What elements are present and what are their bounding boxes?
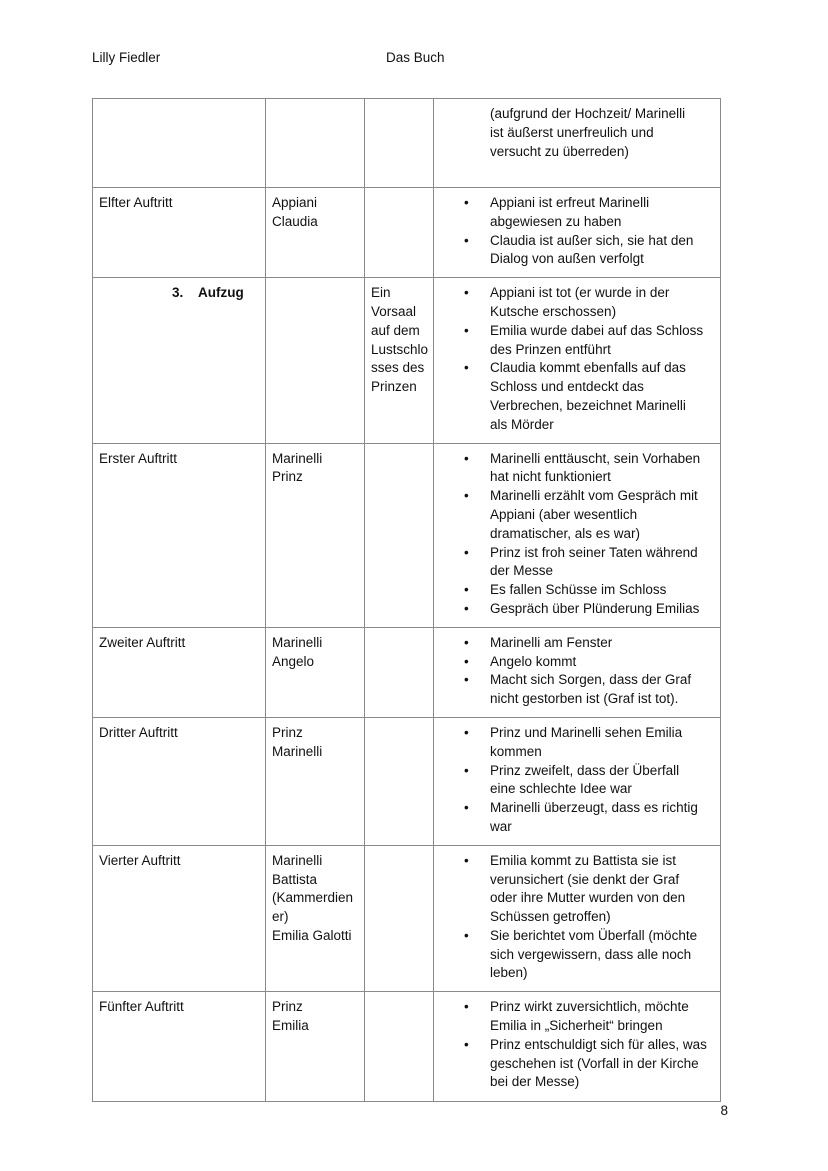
persons-cell [266, 992, 365, 1102]
person-name: er) [272, 909, 289, 925]
bullet-item [440, 544, 714, 582]
table-row [93, 717, 721, 845]
persons-cell [266, 278, 365, 443]
scene-table-body [93, 99, 721, 1102]
person-name: Marinelli [272, 743, 323, 759]
content-cell [434, 627, 721, 717]
table-row [93, 188, 721, 278]
place-line: Ein [371, 285, 391, 301]
place-cell [365, 443, 434, 627]
bullet-item [440, 724, 714, 762]
note-line: versucht zu überreden) [490, 143, 629, 159]
bullet-line: • Gespräch über Plünderung Emilias [490, 600, 700, 616]
continued-note [440, 105, 714, 161]
bullet-item [440, 322, 714, 360]
bullet-line: war [490, 818, 512, 834]
bullet-list [440, 724, 714, 837]
persons-cell [266, 717, 365, 845]
bullet-line: Schloss und entdeckt das [490, 379, 644, 395]
bullet-line: • Marinelli am Fenster [490, 634, 613, 650]
person-name: Marinelli [272, 450, 323, 466]
scene-label: Vierter Auftritt [99, 852, 181, 868]
bullet-item [440, 634, 714, 653]
place-line: Vorsaal [371, 303, 417, 319]
person-name: Appiani [272, 195, 318, 210]
person-name: Prinz [272, 999, 303, 1015]
note-line: (aufgrund der Hochzeit/ Marinelli [490, 106, 686, 121]
bullet-line: dramatischer, als es war) [490, 525, 641, 541]
bullet-line: bei der Messe) [490, 1074, 580, 1090]
scene-cell [93, 627, 266, 717]
bullet-list [440, 634, 714, 709]
content-cell [434, 443, 721, 627]
scene-label: Fünfter Auftritt [99, 999, 184, 1015]
bullet-item [440, 232, 714, 270]
bullet-item [440, 671, 714, 709]
content-cell [434, 99, 721, 188]
scene-label: Dritter Auftritt [99, 724, 178, 740]
place-line: Lustschlo [371, 341, 429, 357]
table-row [93, 845, 721, 992]
bullet-line: eine schlechte Idee war [490, 781, 632, 797]
scene-label: Aufzug [198, 285, 244, 301]
bullet-item [440, 998, 714, 1036]
bullet-line: kommen [490, 743, 542, 759]
bullet-item [440, 284, 714, 322]
scene-cell [93, 443, 266, 627]
bullet-item [440, 450, 714, 488]
person-name: (Kammerdien [272, 890, 354, 906]
bullet-line: Kutsche erschossen) [490, 303, 617, 319]
person-name: Emilia Galotti [272, 927, 352, 943]
bullet-line: nicht gestorben ist (Graf ist tot). [490, 691, 679, 707]
table-row [93, 627, 721, 717]
bullet-item [440, 762, 714, 800]
bullet-line: Schüssen getroffen) [490, 909, 611, 925]
table-row [93, 992, 721, 1102]
bullet-item [440, 600, 714, 619]
bullet-line: als Mörder [490, 416, 554, 432]
note-line: ist äußerst unerfreulich und [490, 124, 654, 140]
bullet-line: • Prinz zweifelt, dass der Überfall [490, 762, 680, 778]
persons-cell [266, 627, 365, 717]
bullet-line: • Macht sich Sorgen, dass der Graf [490, 672, 692, 688]
bullet-line: • Prinz entschuldigt sich für alles, was [490, 1036, 707, 1052]
header-author: Lilly Fiedler [92, 50, 161, 65]
bullet-list [440, 284, 714, 434]
place-cell [365, 99, 434, 188]
bullet-line: • Emilia wurde dabei auf das Schloss [490, 322, 704, 338]
bullet-line: • Emilia kommt zu Battista sie ist [490, 852, 677, 868]
content-cell [434, 845, 721, 992]
content-cell [434, 717, 721, 845]
page-number: 8 [720, 1103, 728, 1118]
person-name: Angelo [272, 653, 315, 669]
bullet-item [440, 927, 714, 983]
bullet-line: • Claudia kommt ebenfalls auf das [490, 360, 686, 376]
person-name: Battista [272, 871, 318, 887]
bullet-line: • Prinz wirkt zuversichtlich, möchte [490, 999, 689, 1015]
bullet-list [440, 450, 714, 619]
bullet-line: • Angelo kommt [490, 653, 577, 669]
bullet-line: • Marinelli enttäuscht, sein Vorhaben [490, 450, 701, 466]
scene-cell [93, 278, 266, 443]
bullet-item [440, 799, 714, 837]
bullet-line: des Prinzen entführt [490, 341, 611, 357]
bullet-line: der Messe [490, 563, 554, 579]
place-cell [365, 278, 434, 443]
scene-label: Erster Auftritt [99, 450, 178, 466]
bullet-item [440, 487, 714, 543]
scene-cell [93, 188, 266, 278]
persons-cell [266, 845, 365, 992]
header-title: Das Buch [386, 50, 445, 65]
scene-cell [93, 717, 266, 845]
bullet-line: verunsichert (sie denkt der Graf [490, 871, 680, 887]
content-cell [434, 992, 721, 1102]
bullet-line: Dialog von außen verfolgt [490, 251, 644, 267]
persons-cell [266, 443, 365, 627]
place-cell [365, 845, 434, 992]
scene-cell [93, 99, 266, 188]
person-name: Prinz [272, 469, 303, 485]
place-cell [365, 627, 434, 717]
person-name: Emilia [272, 1018, 309, 1034]
bullet-item [440, 194, 714, 232]
persons-cell [266, 99, 365, 188]
scene-table [92, 98, 721, 1102]
bullet-line: Verbrechen, bezeichnet Marinelli [490, 397, 686, 413]
bullet-line: sich vergewissern, dass alle noch [490, 946, 692, 962]
scene-cell [93, 992, 266, 1102]
bullet-list [440, 194, 714, 269]
content-cell [434, 278, 721, 443]
bullet-line: • Claudia ist außer sich, sie hat den [490, 232, 694, 248]
bullet-line: • Es fallen Schüsse im Schloss [490, 582, 667, 598]
act-number: 3. [172, 285, 184, 301]
content-cell [434, 188, 721, 278]
bullet-line: • Prinz und Marinelli sehen Emilia [490, 724, 683, 740]
bullet-line: abgewiesen zu haben [490, 213, 622, 229]
bullet-item [440, 359, 714, 434]
bullet-item [440, 1036, 714, 1092]
bullet-item [440, 852, 714, 927]
persons-cell [266, 188, 365, 278]
bullet-line: • Appiani ist erfreut Marinelli [490, 195, 650, 210]
bullet-line: • Marinelli überzeugt, dass es richtig [490, 800, 698, 816]
bullet-line: • Appiani ist tot (er wurde in der [490, 285, 670, 301]
place-cell [365, 188, 434, 278]
place-line: Prinzen [371, 379, 417, 395]
bullet-line: leben) [490, 965, 528, 981]
person-name: Prinz [272, 724, 303, 740]
table-row [93, 278, 721, 443]
bullet-line: • Prinz ist froh seiner Taten während [490, 544, 698, 560]
person-name: Marinelli [272, 634, 323, 650]
person-name: Marinelli [272, 852, 323, 868]
bullet-list [440, 852, 714, 984]
place-cell [365, 717, 434, 845]
scene-cell [93, 845, 266, 992]
scene-label: Elfter Auftritt [99, 195, 173, 210]
bullet-line: oder ihre Mutter wurden von den [490, 890, 686, 906]
place-line: auf dem [371, 322, 420, 338]
bullet-item [440, 581, 714, 600]
person-name: Claudia [272, 213, 318, 229]
place-cell [365, 992, 434, 1102]
bullet-line: Appiani (aber wesentlich [490, 506, 638, 522]
bullet-line: hat nicht funktioniert [490, 469, 611, 485]
bullet-item [440, 653, 714, 672]
table-row [93, 99, 721, 188]
bullet-line: • Marinelli erzählt vom Gespräch mit [490, 488, 698, 504]
place-line: sses des [371, 360, 425, 376]
bullet-line: Emilia in „Sicherheit“ bringen [490, 1018, 663, 1034]
scene-label: Zweiter Auftritt [99, 634, 186, 650]
bullet-list [440, 998, 714, 1092]
table-row [93, 443, 721, 627]
bullet-line: • Sie berichtet vom Überfall (möchte [490, 927, 698, 943]
bullet-line: geschehen ist (Vorfall in der Kirche [490, 1055, 699, 1071]
